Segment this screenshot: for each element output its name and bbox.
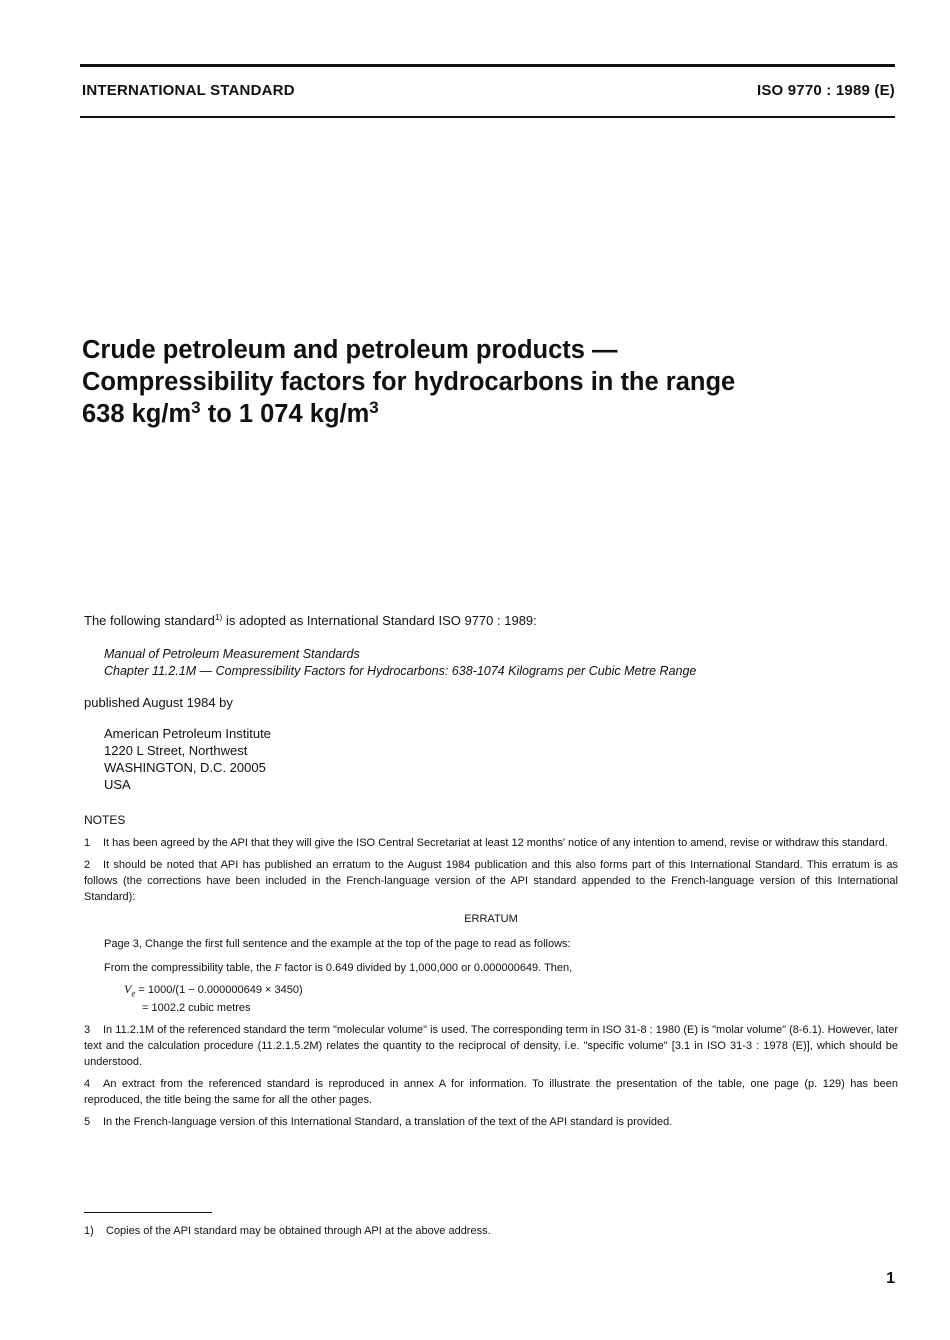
publisher-address: American Petroleum Institute 1220 L Street, Northwest WASHINGTON, D.C. 20005 USA [104, 726, 271, 792]
note-1: 1 It has been agreed by the API that they will give the ISO Central Secretariat at least 12 months' notice of any intention to amend, revise or withdraw this standard. [84, 837, 888, 849]
header-standard-number: ISO 9770 : 1989 (E) [756, 82, 895, 99]
footnote: 1) Copies of the API standard may be obtained through API at the above address. [84, 1225, 491, 1237]
header-standard-type: INTERNATIONAL STANDARD [82, 82, 295, 99]
footnote-rule [84, 1212, 212, 1213]
title-line-3: 638 $kg/m^3$ to 1 074 $kg/m^3$ [82, 398, 379, 428]
top-rule [80, 64, 895, 67]
page-number: 1 [886, 1270, 895, 1287]
header-bottom-rule [80, 116, 895, 118]
erratum-line-1: Page 3, Change the first full sentence and the example at the top of the page to read as follows: [104, 938, 571, 950]
erratum-heading: ERRATUM [464, 913, 518, 925]
note-3: 3 In 11.2.1M of the referenced standard the term "molecular volume" is used. The corresponding term in ISO 31-8 : 1980 (E) is "molar volume" (8-6.1). However, later text and the calculation procedure (11.2.1.5.2M) relates the quantity to the reciprocal of density, i.e. "specific volume" [3.1 in ISO 31-3 : 1978 (E)], which should be understood. [84, 1024, 898, 1069]
referenced-standard: Manual of Petroleum Measurement Standards Chapter 11.2.1M — Compressibility Factors for Hydrocarbons: 638-1074 Kilograms per Cubic Metre Range [104, 647, 697, 678]
note-5: 5 In the French-language version of this International Standard, a translation of the text of the API standard is provided. [84, 1116, 673, 1129]
intro-paragraph: The following standard$^{1)}$ is adopted as International Standard ISO 9770 : 1989: [84, 612, 537, 628]
note-2: 2 It should be noted that API has published an erratum to the August 1984 publication and this also forms part of this International Standard. This erratum is as follows (the corrections have been included in the French-language version of the API standard appended to the French-language version of this International Standard): [84, 859, 898, 903]
erratum-equation: $V_e = 1000/(1 - 0.000000649 \times 3450)$ = 1002.2 cubic metres [124, 982, 303, 1015]
document-body [84, 612, 898, 1130]
erratum-line-2: From the compressibility table, the F factor is 0.649 divided by 1,000,000 or 0.000000649. Then, [104, 962, 573, 974]
published-line: published August 1984 by [84, 695, 233, 710]
notes-heading: NOTES [84, 813, 126, 827]
title-line-2: Compressibility factors for hydrocarbons in the range [82, 368, 736, 396]
title-line-1: Crude petroleum and petroleum products — [82, 336, 618, 364]
note-4: 4 An extract from the referenced standard is reproduced in annex A for information. To illustrate the presentation of the table, one page (p. 129) has been reproduced, the title being the same for all the other pages. [84, 1078, 898, 1107]
footnote-ref: 1) [214, 612, 223, 622]
document-title [82, 334, 902, 430]
